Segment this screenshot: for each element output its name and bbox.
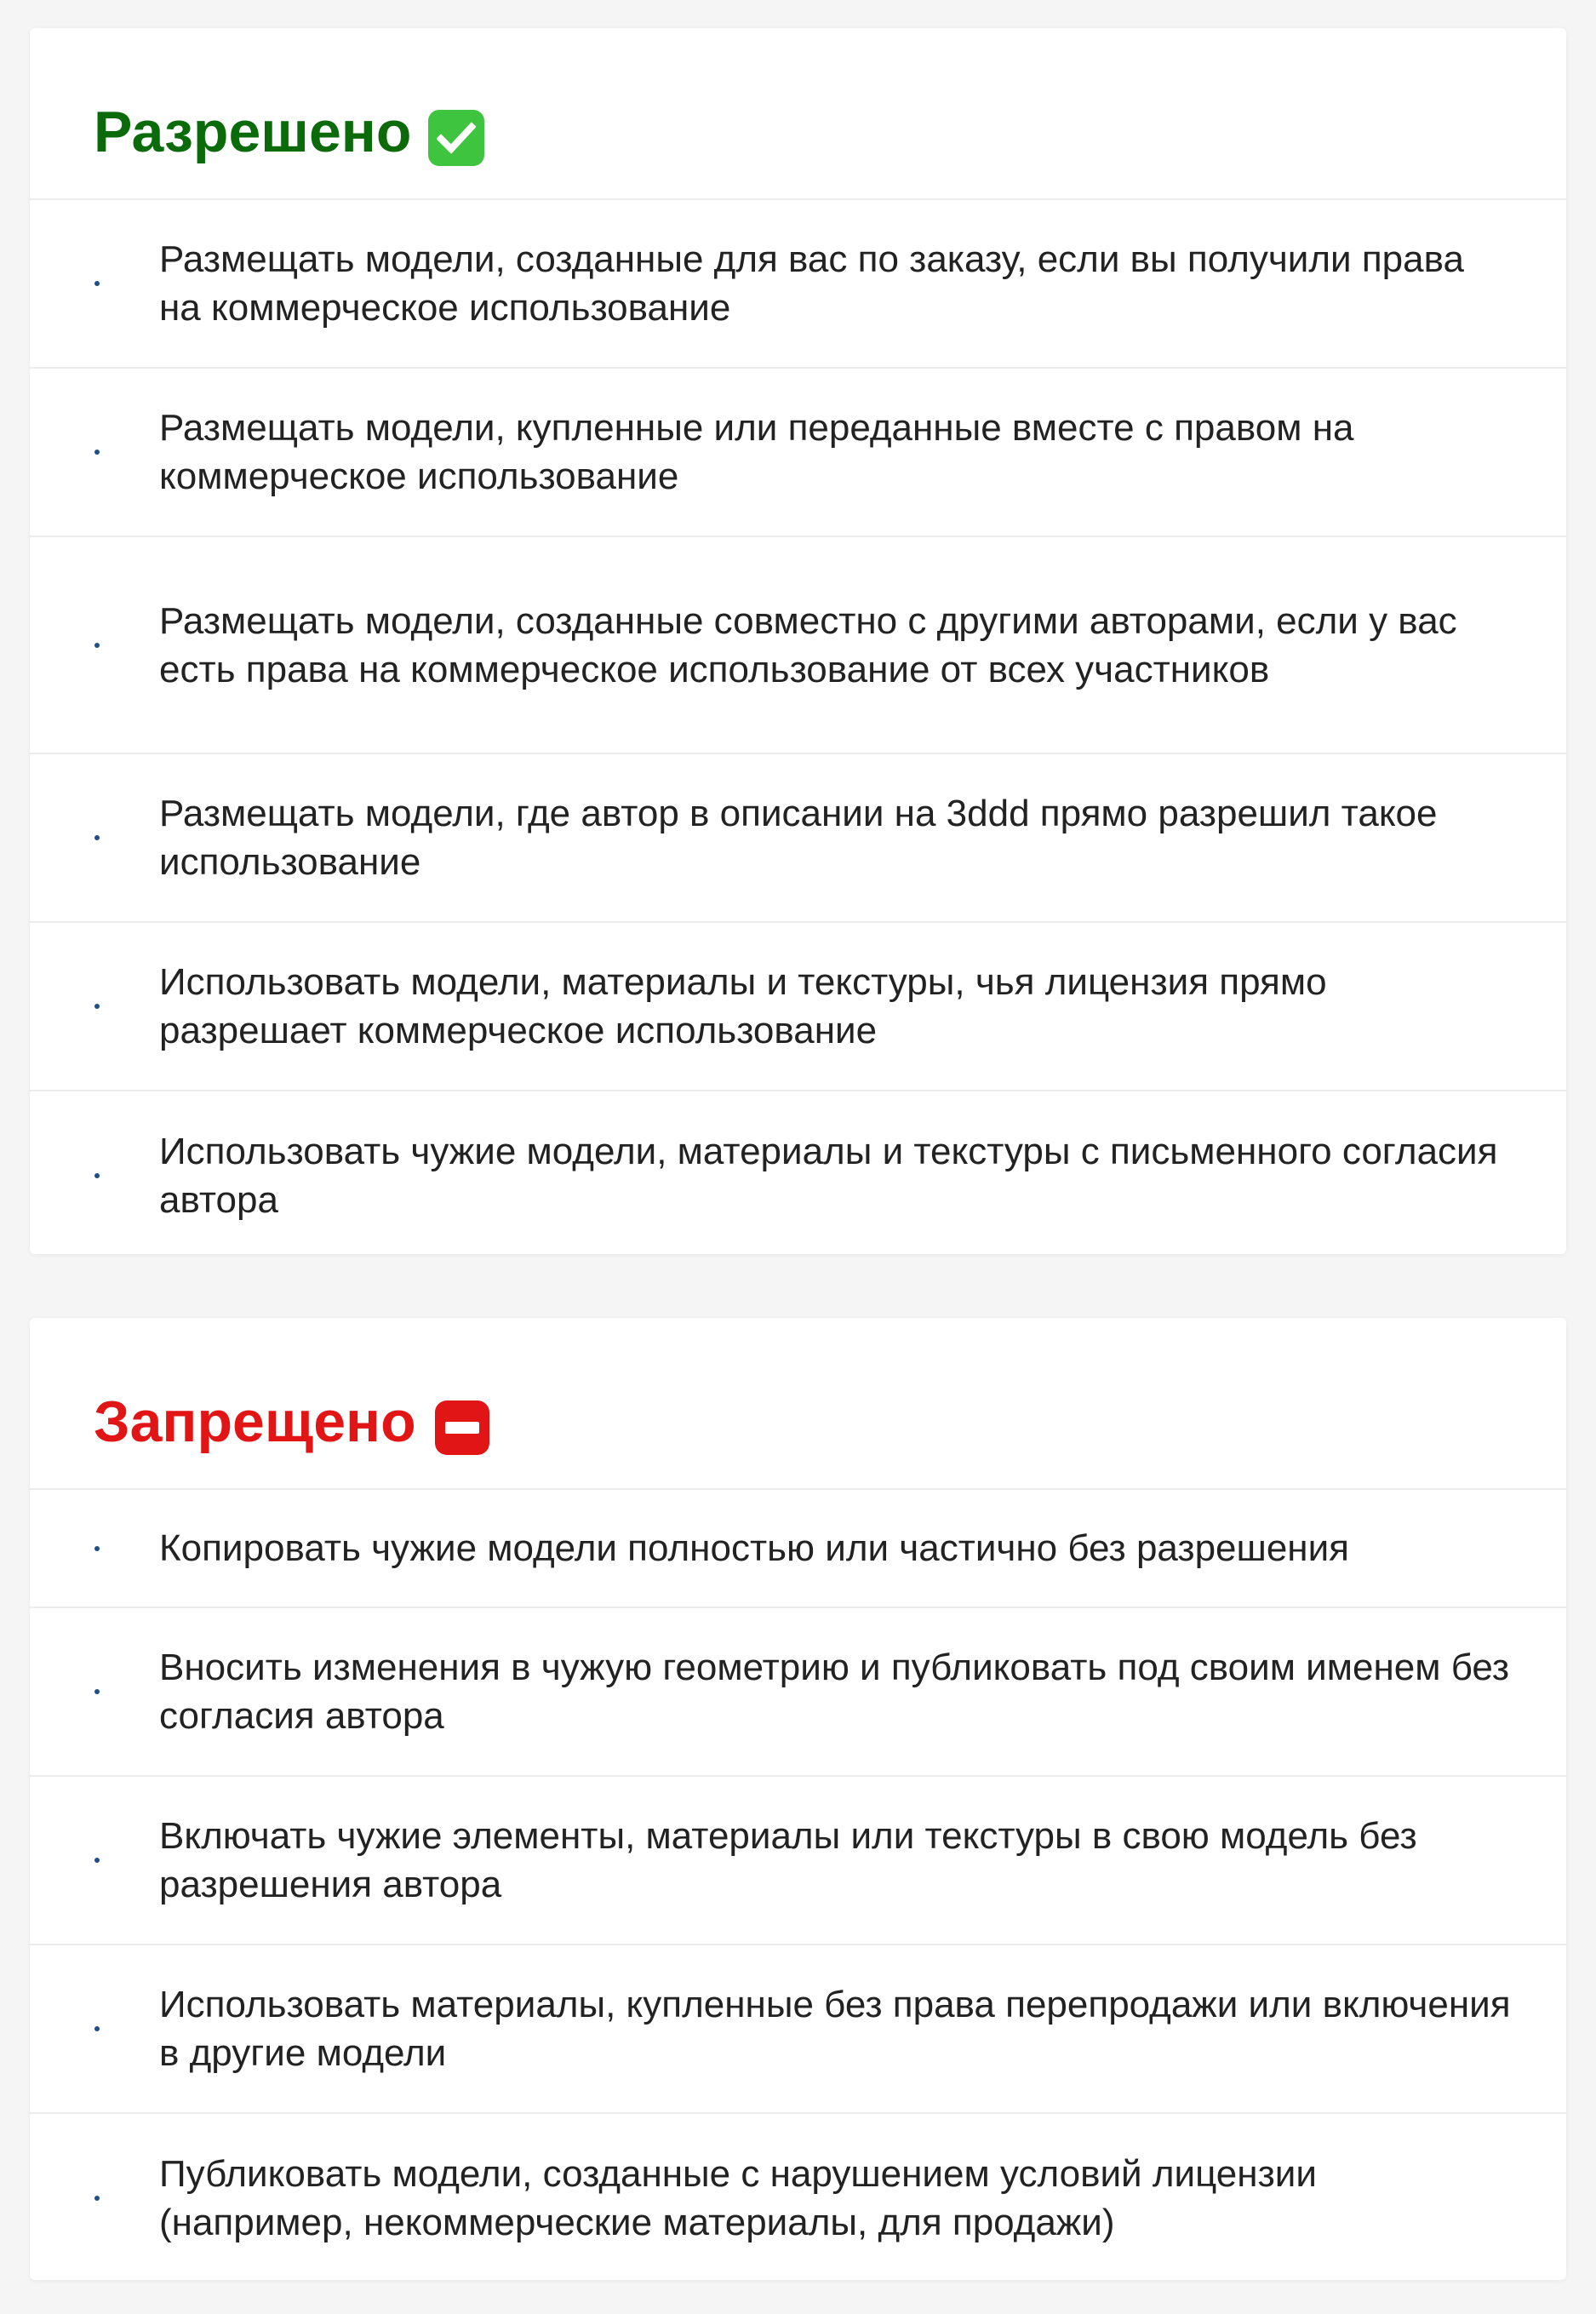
bullet-icon xyxy=(94,2026,100,2031)
forbidden-section xyxy=(30,1318,1566,2280)
check-mark-icon xyxy=(428,110,484,166)
allowed-list xyxy=(30,200,1566,1260)
bullet-icon xyxy=(94,1858,100,1863)
forbidden-header xyxy=(30,1318,1566,1490)
list-item-text: Копировать чужие модели полностью или частично без разрешения xyxy=(159,1527,1349,1569)
list-item xyxy=(30,1777,1566,1945)
list-item-text: Включать чужие элементы, материалы или текстуры в свою модель без разрешения автора xyxy=(159,1815,1417,1905)
bullet-icon xyxy=(94,2196,100,2201)
list-item-text: Публиковать модели, созданные с нарушением условий лицензии (например, некоммерческие материалы, для продажи) xyxy=(159,2153,1317,2243)
bullet-icon xyxy=(94,1689,100,1694)
allowed-section xyxy=(30,28,1566,1254)
forbidden-title-heading xyxy=(94,1388,489,1456)
list-item xyxy=(30,1091,1566,1260)
list-item-text: Вносить изменения в чужую геометрию и публиковать под своим именем без согласия автора xyxy=(159,1647,1510,1737)
list-item xyxy=(30,369,1566,537)
minus-bar xyxy=(445,1422,479,1434)
forbidden-title: Запрещено xyxy=(94,1389,416,1454)
allowed-header xyxy=(30,28,1566,200)
list-item-text: Размещать модели, где автор в описании на 3ddd прямо разрешил такое использование xyxy=(159,793,1438,883)
bullet-icon xyxy=(94,835,100,840)
bullet-icon xyxy=(94,450,100,455)
list-item-text: Размещать модели, созданные совместно с другими авторами, если у вас есть права на коммерческое использование от всех участников xyxy=(159,599,1457,690)
bullet-icon xyxy=(94,1173,100,1178)
list-item xyxy=(30,200,1566,369)
minus-sign-icon xyxy=(435,1400,489,1455)
list-item-text: Использовать материалы, купленные без права перепродажи или включения в другие модели xyxy=(159,1984,1511,2074)
list-item xyxy=(30,1945,1566,2114)
list-item-text: Размещать модели, купленные или переданные вместе с правом на коммерческое использование xyxy=(159,407,1354,497)
bullet-icon xyxy=(94,1004,100,1009)
bullet-icon xyxy=(94,643,100,648)
allowed-title-heading xyxy=(94,98,484,166)
list-item-text: Использовать чужие модели, материалы и текстуры с письменного согласия автора xyxy=(159,1131,1498,1221)
list-item-text: Размещать модели, созданные для вас по заказу, если вы получили права на коммерческое использование xyxy=(159,238,1464,329)
bullet-icon xyxy=(94,1546,100,1551)
list-item xyxy=(30,537,1566,754)
forbidden-list xyxy=(30,1490,1566,2282)
list-item xyxy=(30,2114,1566,2282)
list-item xyxy=(30,754,1566,923)
list-item xyxy=(30,923,1566,1091)
list-item xyxy=(30,1608,1566,1777)
list-item-text: Использовать модели, материалы и текстуры, чья лицензия прямо разрешает коммерческое использование xyxy=(159,961,1327,1051)
allowed-title: Разрешено xyxy=(94,100,412,164)
list-item xyxy=(30,1490,1566,1608)
bullet-icon xyxy=(94,281,100,286)
